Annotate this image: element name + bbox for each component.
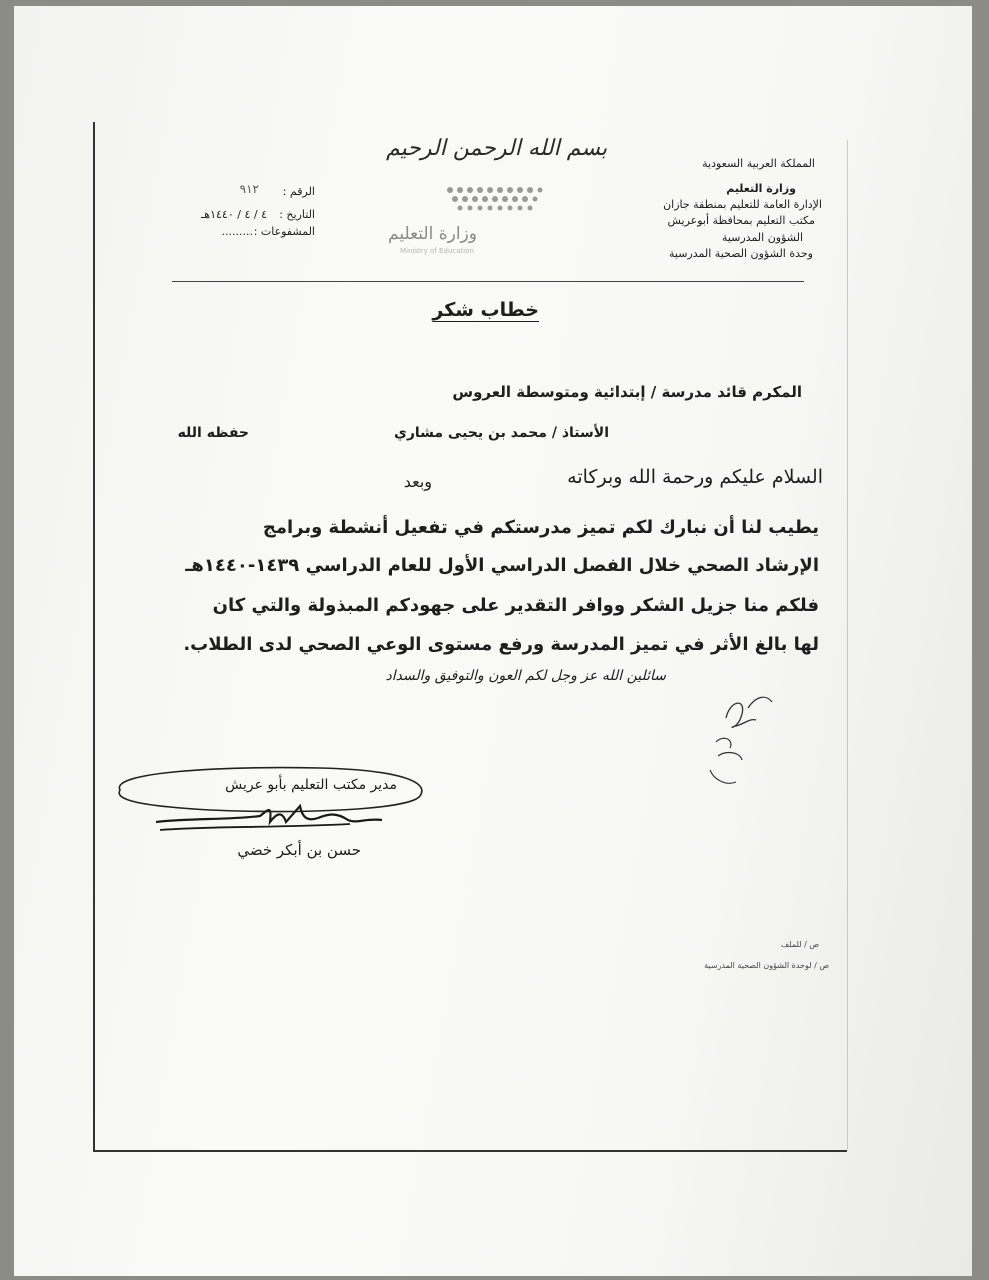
ministry-logo-icon xyxy=(444,184,544,214)
header-country: المملكة العربية السعودية xyxy=(702,157,815,170)
body-line-4: لها بالغ الأثر في تميز المدرسة ورفع مستوى الوعي الصحي لدى الطلاب. xyxy=(183,634,819,655)
header-ministry: وزارة التعليم xyxy=(726,182,796,195)
body-line-2: الإرشاد الصحي خلال الفصل الدراسي الأول للعام الدراسي ١٤٣٩-١٤٤٠هـ xyxy=(185,555,819,576)
greeting-after: وبعد xyxy=(403,472,432,491)
recipient-line-1: المكرم قائد مدرسة / إبتدائية ومتوسطة العروس xyxy=(452,383,802,401)
basmala: بسم الله الرحمن الرحيم xyxy=(386,136,608,161)
header-office: مكتب التعليم بمحافظة أبوعريش xyxy=(667,214,815,227)
signatory-name: حسن بن أبكر خضي xyxy=(237,841,361,859)
header-divider xyxy=(172,281,804,282)
signature-icon xyxy=(150,800,390,846)
recipient-honorific: حفظه الله xyxy=(177,425,249,441)
recipient-line-2: الأستاذ / محمد بن يحيى مشاري xyxy=(393,425,609,441)
ministry-logo-english: Ministry of Education xyxy=(400,247,474,255)
letter-title: خطاب شكر xyxy=(432,299,539,321)
date-value: ٤ / ٤ / ١٤٤٠هـ xyxy=(201,208,267,221)
cc-line-1: ص / للملف xyxy=(780,940,819,949)
number-value: ٩١٢ xyxy=(239,182,259,196)
body-line-1: يطيب لنا أن نبارك لكم تميز مدرستكم في تفعيل أنشطة وبرامج xyxy=(262,517,819,538)
cc-line-2: ص / لوحدة الشؤون الصحية المدرسية xyxy=(704,961,829,970)
body-line-3: فلكم منا جزيل الشكر ووافر التقدير على جهودكم المبذولة والتي كان xyxy=(212,595,819,616)
page-border-right xyxy=(847,140,848,1150)
header-health-unit: وحدة الشؤون الصحية المدرسية xyxy=(669,247,813,260)
signatory-title: مدير مكتب التعليم بأبو عريش xyxy=(225,777,397,793)
header-school-affairs: الشؤون المدرسية xyxy=(721,231,803,244)
attachments-value: ......... xyxy=(221,225,253,238)
closing: سائلين الله عز وجل لكم العون والتوفيق والسداد xyxy=(385,668,666,684)
date-label: التاريخ : xyxy=(279,208,315,221)
header-directorate: الإدارة العامة للتعليم بمنطقة جازان xyxy=(663,198,822,211)
attachments-label: المشفوعات : xyxy=(253,225,315,238)
greeting: السلام عليكم ورحمة الله وبركاته xyxy=(567,466,823,488)
handwritten-annotation-icon xyxy=(696,690,786,800)
number-label: الرقم : xyxy=(282,185,315,198)
ministry-logo-text: وزارة التعليم xyxy=(388,224,477,244)
